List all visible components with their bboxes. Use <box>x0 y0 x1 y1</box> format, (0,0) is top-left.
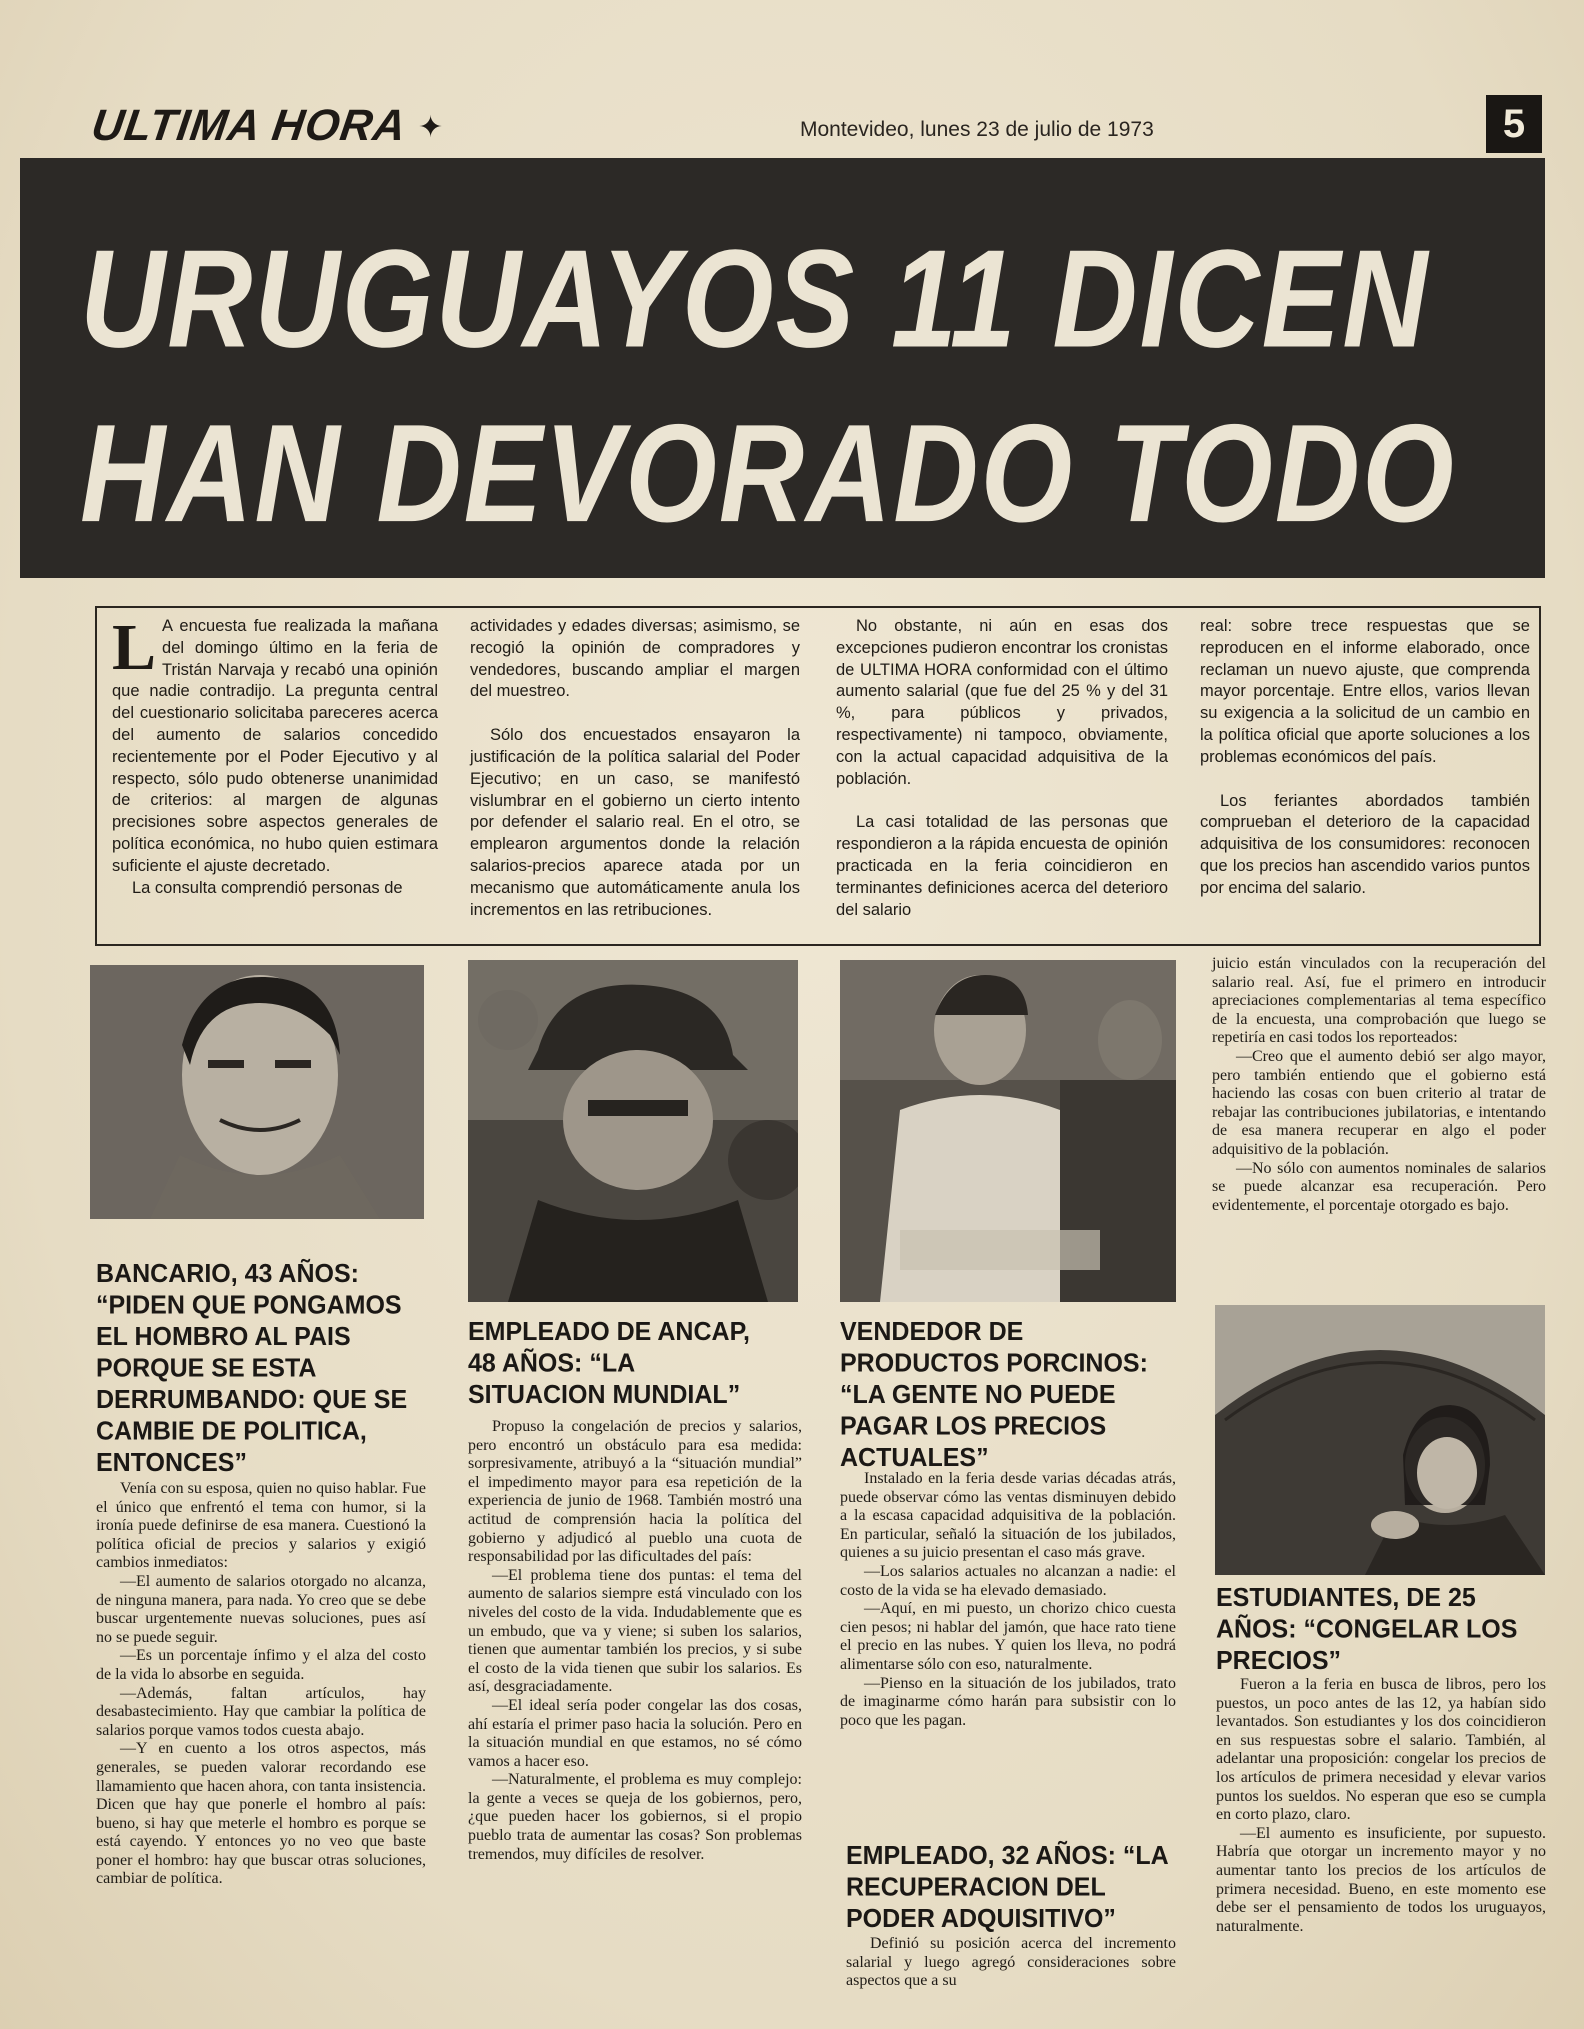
page-number: 5 <box>1486 95 1542 153</box>
intro-col2-para-2: Sólo dos encuestados ensayaron la justificación de la política salarial del Poder Ejecutivo; en un caso, se manifestó vislumbrar en el gobierno un cierto intento por defender el salario real. En el otro, se emplearon argumentos donde la relación salarios-precios aparece atada por un mecanismo que automáticamente anula los incrementos en las retribuciones. <box>470 726 800 919</box>
column-empleado-32-continued <box>1212 955 1546 1215</box>
column-estudiantes <box>1216 1676 1546 1936</box>
heading-bancario: BANCARIO, 43 AÑOS: “PIDEN QUE PONGAMOS EL HOMBRO AL PAIS PORQUE SE ESTA DERRUMBANDO: QUE SE CAMBIE DE POLITICA, ENTONCES” <box>96 1259 408 1478</box>
photo-empleado-ancap <box>468 960 798 1302</box>
ancap-para-3: —El ideal sería poder congelar las dos cosas, ahí estaría el primer paso hacia la solución. Pero en la situación mundial en que estamos, no sé cómo vamos a hacer eso. <box>468 1696 802 1770</box>
intro-column-4 <box>1200 616 1530 900</box>
empleado-32-para-1: Definió su posición acerca del incremento salarial y luego agregó consideraciones sobre aspectos que a su <box>846 1935 1176 1990</box>
headline-line-2: HAN DEVORADO TODO <box>80 396 1456 552</box>
bancario-para-5: —Y en cuento a los otros aspectos, más generales, se pueden valorar recordando ese llamamiento que hacen ahora, con tanta insistencia. Dicen que hay que ponerle el hombro al país: bueno, si hay que meterle el hombro es porque se está cayendo. Y entonces yo no veo que baste poner el hombro: hay que buscar otras soluciones, cambiar de política. <box>96 1740 426 1888</box>
intro-col1-continued: La consulta comprendió personas de <box>132 878 403 897</box>
star-icon: ✦ <box>418 111 444 144</box>
heading-ancap: EMPLEADO DE ANCAP, 48 AÑOS: “LA SITUACION MUNDIAL” <box>468 1317 750 1410</box>
bancario-para-3: —Es un porcentaje ínfimo y el alza del costo de la vida lo absorbe en seguida. <box>96 1647 426 1683</box>
intro-col2-para-1: actividades y edades diversas; asimismo, se recogió la opinión de compradores y vendedores, buscando ampliar el margen del muestreo. <box>470 617 800 701</box>
empleado-32-cont-para-2: —Creo que el aumento debió ser algo mayor, pero también entiendo que el gobierno está haciendo las cosas con buen criterio al tratar de rebajar las contribuciones jubilatorias, e intentando de esa manera recuperar en algo el poder adquisitivo de la población. <box>1212 1047 1546 1158</box>
intro-col3-para-1: No obstante, ni aún en esas dos excepciones pudieron encontrar los cronistas de ULTIMA HORA conformidad con el último aumento salarial (que fue del 25 % y del 31 %, para públicos y privados, respectivamente) ni tampoco, obviamente, con la actual capacidad adquisitiva de la población. <box>836 617 1168 788</box>
empleado-32-cont-para-3: —No sólo con aumentos nominales de salarios se puede alcanzar esa recuperación. Pero evidentemente, el porcentaje otorgado es bajo. <box>1212 1159 1546 1214</box>
drop-cap: L <box>112 611 157 684</box>
empleado-32-cont-para-1: juicio están vinculados con la recuperación del salario real. Así, fue el primero en introducir apreciaciones complementarias al tema específico de la encuesta, una comprobación que luego se repetiría en casi todos los reporteados: <box>1212 955 1546 1047</box>
heading-empleado-32: EMPLEADO, 32 AÑOS: “LA RECUPERACION DEL PODER ADQUISITIVO” <box>846 1841 1168 1934</box>
intro-col1-text: A encuesta fue realizada la mañana del domingo último en la feria de Tristán Narvaja y recabó una opinión que nadie contradijo. La pregunta central del cuestionario solicitaba pareceres acerca del aumento de salarios concedido recientemente por el Poder Ejecutivo y al respecto, sólo pudo obtenerse unanimidad de criterios: al margen de algunas precisiones sobre aspectos generales de política económica, no hubo quien estimara suficiente el ajuste decretado. <box>112 617 438 875</box>
photo-estudiantes <box>1215 1305 1545 1575</box>
estudiantes-para-1: Fueron a la feria en busca de libros, pero los puestos, un poco antes de las 12, ya habían sido levantados. Son estudiantes y los dos coincidieron en sus respuestas sobre el salario. También, al adelantar una proposición: congelar los precios de los artículos de primera necesidad y elevar varios puntos los sueldos. No esperan que eso se cumpla en corto plazo, claro. <box>1216 1676 1546 1824</box>
dateline: Montevideo, lunes 23 de julio de 1973 <box>800 118 1154 141</box>
column-ancap <box>468 1418 802 1864</box>
vendedor-para-4: —Pienso en la situación de los jubilados, trato de imaginarme cómo harán para subsistir con lo poco que les pagan. <box>840 1674 1176 1729</box>
photo-bancario <box>90 965 424 1219</box>
column-vendedor <box>840 1470 1176 1730</box>
logo-text: ULTIMA HORA <box>88 101 410 150</box>
intro-col3-para-2: La casi totalidad de las personas que respondieron a la rápida encuesta de opinión practicada en la feria coincidieron en terminantes definiciones acerca del deterioro del salario <box>836 813 1168 919</box>
vendedor-para-1: Instalado en la feria desde varias décadas atrás, puede observar cómo las ventas disminuyen debido a la escasa capacidad adquisitiva de la población. En particular, señaló la situación de los jubilados, quienes a su juicio presentan el caso más grave. <box>840 1470 1176 1562</box>
bancario-para-2: —El aumento de salarios otorgado no alcanza, de ninguna manera, para nada. Yo creo que se debe buscar urgentemente nuevas soluciones, pues así no se puede seguir. <box>96 1572 426 1646</box>
headline <box>80 212 1520 561</box>
bancario-para-4: —Además, faltan artículos, hay desabastecimiento. Hay que cambiar la política de salarios porque vamos todos cuesta abajo. <box>96 1684 426 1739</box>
intro-column-3 <box>836 616 1168 921</box>
column-empleado-32 <box>846 1935 1176 1991</box>
column-bancario <box>96 1480 426 1889</box>
photo-vendedor-porcinos <box>840 960 1176 1302</box>
heading-vendedor: VENDEDOR DE PRODUCTOS PORCINOS: “LA GENTE NO PUEDE PAGAR LOS PRECIOS ACTUALES” <box>840 1317 1148 1473</box>
intro-col4-para-1: real: sobre trece respuestas que se reproducen en el informe elaborado, once reclaman un nuevo ajuste, que comprenda mayor porcentaje. Entre ellos, varios llevan su exigencia a la solicitud de un cambio en la política oficial que aporte soluciones a los problemas económicos del país. <box>1200 617 1530 766</box>
intro-column-2 <box>470 616 800 921</box>
ancap-para-2: —El problema tiene dos puntas: el tema del aumento de salarios siempre está vinculado con los niveles del costo de la vida. Indudablemente que es un embudo, que va y viene; si suben los salarios, tienen que aumentar también los precios, y si sube el costo de la vida tienen que subir los salarios. Es así, desgraciadamente. <box>468 1566 802 1696</box>
vendedor-para-2: —Los salarios actuales no alcanzan a nadie: el costo de la vida se ha elevado demasiado. <box>840 1562 1176 1599</box>
intro-col4-para-2: Los feriantes abordados también comprueban el deterioro de la capacidad adquisitiva de los consumidores: reconocen que los precios han ascendido varios puntos por encima del salario. <box>1200 791 1530 897</box>
estudiantes-para-2: —El aumento es insuficiente, por supuesto. Habría que otorgar un incremento mayor y no aumentar tanto los precios de los artículos de primera necesidad. Bueno, en este momento ese debe ser el pensamiento de todos los uruguayos, naturalmente. <box>1216 1824 1546 1935</box>
ancap-para-1: Propuso la congelación de precios y salarios, pero encontró un obstáculo para esa medida: sorpresivamente, atribuyó a la “situación mundial” el impedimento mayor para esa repetición de la experiencia de junio de 1968. También mostró una actitud de comprensión hacia la política del gobierno y adjudicó al pueblo una cuota de responsabilidad por las dificultades del país: <box>468 1418 802 1566</box>
intro-column-1 <box>112 611 438 899</box>
vendedor-para-3: —Aquí, en mi puesto, un chorizo chico cuesta cien pesos; ni hablar del jamón, que hace rato tiene el precio en las nubes. Y quien los lleva, no podrá alimentarse sólo con eso, naturalmente. <box>840 1600 1176 1673</box>
bancario-para-1: Venía con su esposa, quien no quiso hablar. Fue el único que enfrentó el tema con humor, si la ironía puede definirse de esa manera. Cuestionó la política oficial de precios y salarios y exigió cambios inmediatos: <box>96 1480 426 1572</box>
ancap-para-4: —Naturalmente, el problema es muy complejo: la gente a veces se queja de los gobiernos, pero, ¿que pueden hacer los gobiernos, si el propio pueblo trata de aumentar las cosas? Son problemas tremendos, muy difíciles de resolver. <box>468 1771 802 1863</box>
headline-line-1: URUGUAYOS 11 DICEN <box>80 221 1430 378</box>
heading-estudiantes: ESTUDIANTES, DE 25 AÑOS: “CONGELAR LOS PRECIOS” <box>1216 1583 1518 1676</box>
newspaper-logo <box>88 100 444 152</box>
